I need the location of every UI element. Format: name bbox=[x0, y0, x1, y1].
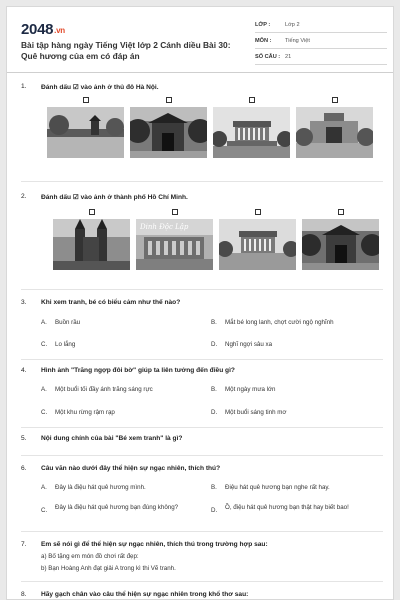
question-number: 3. bbox=[21, 299, 27, 306]
option-label: C. bbox=[41, 507, 48, 514]
question-number: 2. bbox=[21, 193, 27, 200]
sign-text: Dinh Độc Lập bbox=[140, 223, 189, 231]
question-number: 5. bbox=[21, 435, 27, 442]
question-number: 8. bbox=[21, 591, 27, 598]
checkbox[interactable] bbox=[172, 209, 178, 215]
meta-row-count bbox=[255, 49, 387, 65]
lake-pagoda-photo bbox=[47, 107, 124, 158]
option-label: B. bbox=[211, 484, 217, 491]
question-text: Khi xem tranh, bé có biểu cảm như thế nào? bbox=[41, 299, 181, 306]
option-text: Đây là điệu hát quê hương bạn đúng không? bbox=[55, 504, 179, 511]
q7-line-a: a) Bố tặng em món đồ chơi rất đẹp: bbox=[41, 553, 139, 560]
meta-key: SỐ CÂU : bbox=[255, 53, 281, 60]
divider bbox=[21, 455, 383, 456]
meta-key: MÔN : bbox=[255, 37, 272, 44]
divider bbox=[21, 181, 383, 182]
meta-row-grade bbox=[255, 17, 387, 33]
logo-number: 2048 bbox=[21, 21, 54, 38]
divider bbox=[21, 359, 383, 360]
question-text: Câu văn nào dưới đây thể hiện sự ngạc nhiên, thích thú? bbox=[41, 465, 221, 472]
logo-suffix: .vn bbox=[54, 26, 65, 35]
temple-gate-photo bbox=[302, 219, 379, 270]
worksheet-meta bbox=[255, 17, 387, 65]
site-logo[interactable] bbox=[21, 21, 65, 38]
gate-building-photo bbox=[296, 107, 373, 158]
option-text: Đây là điệu hát quê hương mình. bbox=[55, 484, 146, 491]
q2-image-option-4 bbox=[302, 209, 379, 270]
worksheet-header bbox=[7, 7, 394, 73]
mausoleum-photo bbox=[219, 219, 296, 270]
q1-image-option-1 bbox=[47, 97, 124, 158]
q2-image-options bbox=[53, 209, 379, 270]
worksheet-page bbox=[6, 6, 394, 600]
option-text: Buồn rầu bbox=[55, 319, 81, 326]
worksheet-title: Bài tập hàng ngày Tiếng Việt lớp 2 Cánh diều Bài 30: Quê hương của em có đáp án bbox=[21, 40, 231, 61]
option-label: A. bbox=[41, 484, 47, 491]
question-number: 4. bbox=[21, 367, 27, 374]
question-number: 1. bbox=[21, 83, 27, 90]
divider bbox=[21, 581, 383, 582]
option-text: Một ngày mưa lớn bbox=[225, 386, 276, 393]
option-label: B. bbox=[211, 386, 217, 393]
option-label: C. bbox=[41, 341, 48, 348]
option-label: B. bbox=[211, 319, 217, 326]
checkbox[interactable] bbox=[166, 97, 172, 103]
q7-line-b: b) Bạn Hoàng Anh đạt giải A trong kì thi Vẽ tranh. bbox=[41, 565, 176, 572]
divider bbox=[21, 289, 383, 290]
option-label: D. bbox=[211, 341, 218, 348]
option-text: Điệu hát quê hương bạn nghe rất hay. bbox=[225, 484, 330, 491]
q1-image-options bbox=[47, 97, 373, 158]
option-text: Một khu rừng rậm rạp bbox=[55, 409, 115, 416]
divider bbox=[21, 531, 383, 532]
option-label: A. bbox=[41, 319, 47, 326]
option-text: Một buổi tối đầy ánh trăng sáng rực bbox=[55, 386, 153, 393]
q2-image-option-2 bbox=[136, 209, 213, 270]
cathedral-photo bbox=[53, 219, 130, 270]
checkbox[interactable] bbox=[249, 97, 255, 103]
question-text: Em sẽ nói gì để thể hiện sự ngạc nhiên, thích thú trong trường hợp sau: bbox=[41, 541, 268, 548]
meta-value: Tiếng Việt bbox=[285, 37, 310, 44]
checkbox[interactable] bbox=[83, 97, 89, 103]
palace-photo bbox=[136, 219, 213, 270]
meta-value: Lớp 2 bbox=[285, 21, 300, 28]
question-text: Nội dung chính của bài "Bé xem tranh" là gì? bbox=[41, 435, 183, 442]
divider bbox=[21, 427, 383, 428]
question-text: Đánh dấu ☑ vào ảnh ở thành phố Hồ Chí Minh. bbox=[41, 194, 188, 201]
mausoleum-photo bbox=[213, 107, 290, 158]
option-label: D. bbox=[211, 409, 218, 416]
checkbox[interactable] bbox=[332, 97, 338, 103]
checkbox[interactable] bbox=[255, 209, 261, 215]
checkbox[interactable] bbox=[338, 209, 344, 215]
checkbox[interactable] bbox=[89, 209, 95, 215]
q1-image-option-2 bbox=[130, 97, 207, 158]
q2-image-option-1 bbox=[53, 209, 130, 270]
question-number: 7. bbox=[21, 541, 27, 548]
q1-image-option-4 bbox=[296, 97, 373, 158]
question-text: Hãy gạch chân vào câu thể hiện sự ngạc nhiên trong khổ thơ sau: bbox=[41, 591, 249, 598]
meta-key: LỚP : bbox=[255, 21, 271, 28]
temple-gate-photo bbox=[130, 107, 207, 158]
option-text: Một buổi sáng tinh mơ bbox=[225, 409, 287, 416]
question-number: 6. bbox=[21, 465, 27, 472]
option-text: Mắt bé long lanh, chợt cười ngộ nghĩnh bbox=[225, 319, 334, 326]
option-label: D. bbox=[211, 507, 218, 514]
q1-image-option-3 bbox=[213, 97, 290, 158]
option-text: Nghĩ ngợi sâu xa bbox=[225, 341, 273, 348]
option-text: Ồ, điệu hát quê hương bạn thật hay biết bao! bbox=[225, 504, 349, 511]
option-text: Lo lắng bbox=[55, 341, 76, 348]
meta-row-subject bbox=[255, 33, 387, 49]
question-text: Đánh dấu ☑ vào ảnh ở thủ đô Hà Nội. bbox=[41, 84, 159, 91]
option-label: C. bbox=[41, 409, 48, 416]
question-text: Hình ảnh "Trăng ngợp đôi bờ" giúp ta liên tưởng đến điều gì? bbox=[41, 367, 235, 374]
option-label: A. bbox=[41, 386, 47, 393]
meta-value: 21 bbox=[285, 53, 292, 60]
q2-image-option-3 bbox=[219, 209, 296, 270]
